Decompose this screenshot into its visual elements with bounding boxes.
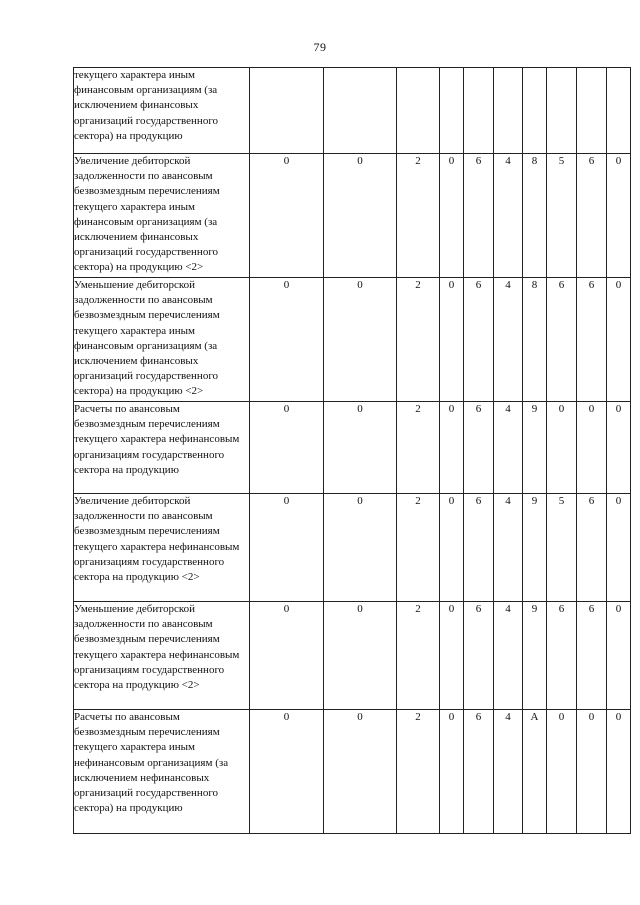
table-row xyxy=(74,402,631,494)
code-digit-cell: 0 xyxy=(440,602,464,710)
code-digit-cell: 0 xyxy=(607,154,631,278)
code-digit-cell: 6 xyxy=(577,602,607,710)
code-digit-cell: 4 xyxy=(494,278,523,402)
table-row xyxy=(74,494,631,602)
code-digit-cell: 0 xyxy=(607,278,631,402)
row-description: Уменьшение дебиторской задолженности по авансовым безвозмездным перечислениям текущего характера иным финансовым организациям (за исключением финансовых организаций государственного сектора) на продукцию <2> xyxy=(74,278,250,402)
code-digit-cell: 0 xyxy=(440,710,464,834)
code-digit-cell: 6 xyxy=(464,710,494,834)
code-digit-cell xyxy=(397,68,440,154)
code-digit-cell: 0 xyxy=(324,710,397,834)
code-digit-cell xyxy=(607,68,631,154)
code-digit-cell: 0 xyxy=(440,154,464,278)
code-digit-cell: 5 xyxy=(547,154,577,278)
code-digit-cell xyxy=(464,68,494,154)
code-digit-cell: 4 xyxy=(494,494,523,602)
code-digit-cell: 6 xyxy=(464,494,494,602)
code-digit-cell: 0 xyxy=(250,278,324,402)
code-digit-cell: 0 xyxy=(250,602,324,710)
code-digit-cell: 0 xyxy=(440,494,464,602)
code-digit-cell: 0 xyxy=(440,278,464,402)
code-digit-cell: 0 xyxy=(440,402,464,494)
row-description: Увеличение дебиторской задолженности по авансовым безвозмездным перечислениям текущего характера нефинансовым организациям государственного сектора на продукцию <2> xyxy=(74,494,250,602)
code-digit-cell: 0 xyxy=(250,154,324,278)
code-digit-cell: 2 xyxy=(397,710,440,834)
code-digit-cell xyxy=(324,68,397,154)
code-digit-cell: 0 xyxy=(577,710,607,834)
row-description: Увеличение дебиторской задолженности по авансовым безвозмездным перечислениям текущего характера иным финансовым организациям (за исключением финансовых организаций государственного сектора) на продукцию <2> xyxy=(74,154,250,278)
row-description: текущего характера иным финансовым организациям (за исключением финансовых организаций государственного сектора) на продукцию xyxy=(74,68,250,154)
code-digit-cell: 0 xyxy=(577,402,607,494)
code-digit-cell: 9 xyxy=(523,602,547,710)
code-digit-cell: 0 xyxy=(607,710,631,834)
code-digit-cell xyxy=(523,68,547,154)
code-digit-cell xyxy=(577,68,607,154)
row-description: Расчеты по авансовым безвозмездным перечислениям текущего характера иным нефинансовым организациям (за исключением нефинансовых организаций государственного сектора) на продукцию xyxy=(74,710,250,834)
code-digit-cell xyxy=(250,68,324,154)
account-codes-table xyxy=(73,67,631,834)
code-digit-cell: 4 xyxy=(494,402,523,494)
code-digit-cell: 0 xyxy=(250,402,324,494)
code-digit-cell: 4 xyxy=(494,154,523,278)
code-digit-cell: 9 xyxy=(523,494,547,602)
code-digit-cell: 6 xyxy=(464,402,494,494)
code-digit-cell xyxy=(547,68,577,154)
code-digit-cell: 0 xyxy=(607,402,631,494)
code-digit-cell: 0 xyxy=(324,602,397,710)
code-digit-cell: 2 xyxy=(397,278,440,402)
code-digit-cell: 8 xyxy=(523,278,547,402)
code-digit-cell: 0 xyxy=(250,494,324,602)
code-digit-cell: А xyxy=(523,710,547,834)
code-digit-cell xyxy=(440,68,464,154)
code-digit-cell: 6 xyxy=(464,602,494,710)
table-row xyxy=(74,154,631,278)
code-digit-cell: 6 xyxy=(464,278,494,402)
code-digit-cell: 2 xyxy=(397,402,440,494)
code-digit-cell: 4 xyxy=(494,602,523,710)
code-digit-cell: 2 xyxy=(397,494,440,602)
code-digit-cell: 6 xyxy=(547,602,577,710)
code-digit-cell: 0 xyxy=(607,602,631,710)
code-digit-cell: 0 xyxy=(324,402,397,494)
code-digit-cell xyxy=(494,68,523,154)
code-digit-cell: 5 xyxy=(547,494,577,602)
code-digit-cell: 0 xyxy=(250,710,324,834)
code-digit-cell: 0 xyxy=(547,710,577,834)
table-row xyxy=(74,710,631,834)
code-digit-cell: 6 xyxy=(547,278,577,402)
code-digit-cell: 0 xyxy=(324,154,397,278)
code-digit-cell: 2 xyxy=(397,154,440,278)
code-digit-cell: 0 xyxy=(324,278,397,402)
code-digit-cell: 2 xyxy=(397,602,440,710)
code-digit-cell: 6 xyxy=(577,278,607,402)
code-digit-cell: 8 xyxy=(523,154,547,278)
table-row xyxy=(74,68,631,154)
code-digit-cell: 0 xyxy=(547,402,577,494)
table-row xyxy=(74,602,631,710)
code-digit-cell: 0 xyxy=(607,494,631,602)
code-digit-cell: 6 xyxy=(464,154,494,278)
page-number: 79 xyxy=(313,40,327,54)
code-digit-cell: 0 xyxy=(324,494,397,602)
row-description: Расчеты по авансовым безвозмездным перечислениям текущего характера нефинансовым организациям государственного сектора на продукцию xyxy=(74,402,250,494)
code-digit-cell: 6 xyxy=(577,154,607,278)
code-digit-cell: 9 xyxy=(523,402,547,494)
code-digit-cell: 4 xyxy=(494,710,523,834)
code-digit-cell: 6 xyxy=(577,494,607,602)
row-description: Уменьшение дебиторской задолженности по авансовым безвозмездным перечислениям текущего характера нефинансовым организациям государственного сектора на продукцию <2> xyxy=(74,602,250,710)
table-row xyxy=(74,278,631,402)
